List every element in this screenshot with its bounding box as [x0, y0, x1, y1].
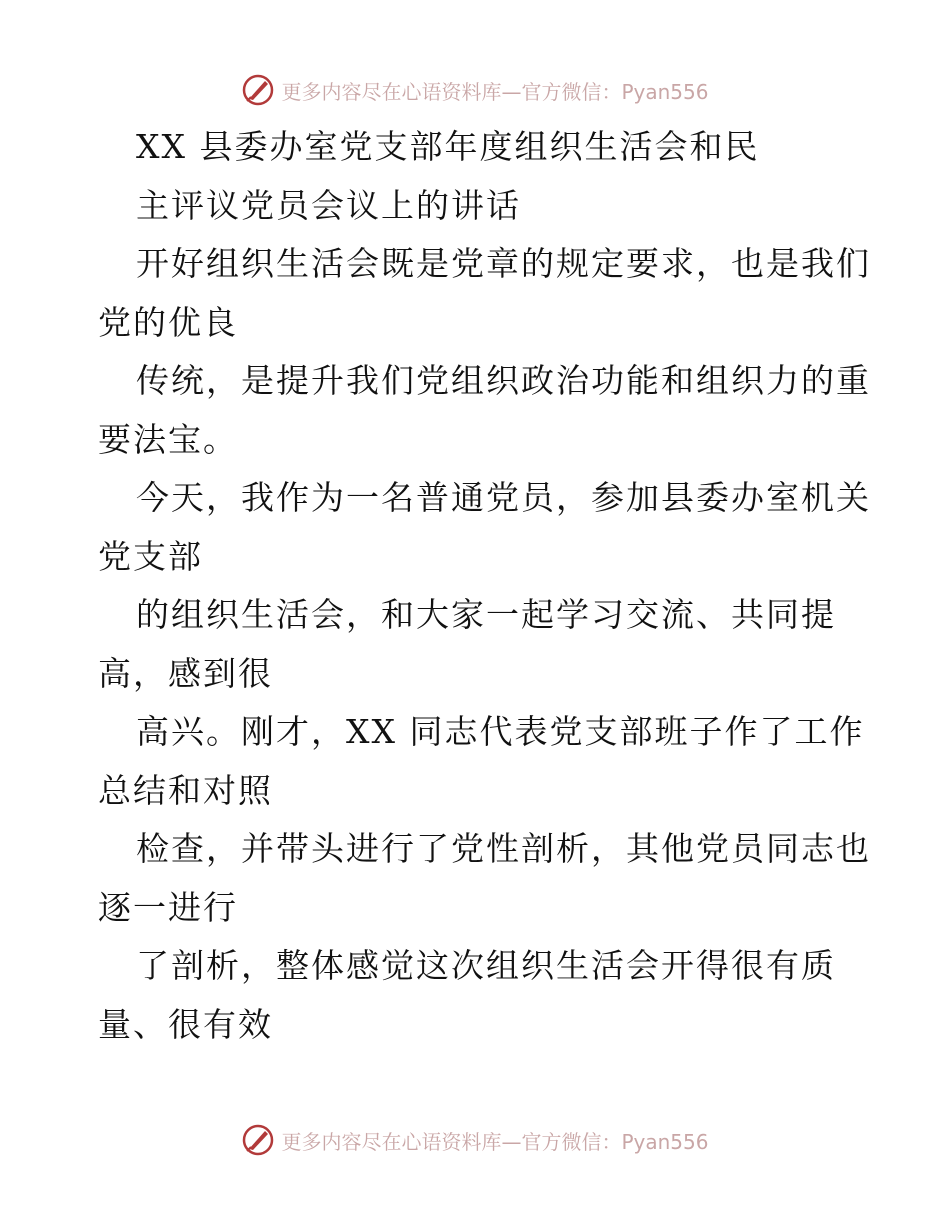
footer-banner — [0, 1120, 950, 1160]
title-line-1: XX 县委办室党支部年度组织生活会和民 — [136, 127, 760, 166]
paragraph-line: 总结和对照 — [98, 770, 273, 810]
quill-circle-logo-icon — [241, 73, 275, 107]
paragraph-line: 今天，我作为一名普通党员，参加县委办室机关 — [136, 478, 871, 517]
quill-circle-logo-icon — [241, 1123, 275, 1157]
header-banner-text: 更多内容尽在心语资料库—官方微信：Pyan556 — [281, 79, 709, 104]
paragraph-line: 要法宝。 — [98, 419, 238, 459]
document-body — [98, 118, 871, 1054]
paragraph-line: 高兴。刚才，XX 同志代表党支部班子作了工作 — [136, 712, 865, 751]
paragraph-line: 了剖析，整体感觉这次组织生活会开得很有质 — [136, 946, 836, 985]
paragraph-line: 党支部 — [98, 536, 203, 576]
paragraph-line: 传统，是提升我们党组织政治功能和组织力的重 — [136, 361, 871, 400]
paragraph-line: 的组织生活会，和大家一起学习交流、共同提 — [136, 595, 836, 634]
paragraph-line: 高，感到很 — [98, 653, 273, 693]
paragraph-line: 量、很有效 — [98, 1004, 273, 1044]
footer-banner-text: 更多内容尽在心语资料库—官方微信：Pyan556 — [281, 1129, 709, 1154]
title-line-2: 主评议党员会议上的讲话 — [136, 185, 521, 225]
paragraph-line: 开好组织生活会既是党章的规定要求，也是我们 — [136, 244, 871, 283]
paragraph-line: 检查，并带头进行了党性剖析，其他党员同志也 — [136, 829, 871, 868]
paragraph-line: 党的优良 — [98, 302, 238, 342]
header-banner — [0, 70, 950, 110]
paragraph-line: 逐一进行 — [98, 887, 238, 927]
